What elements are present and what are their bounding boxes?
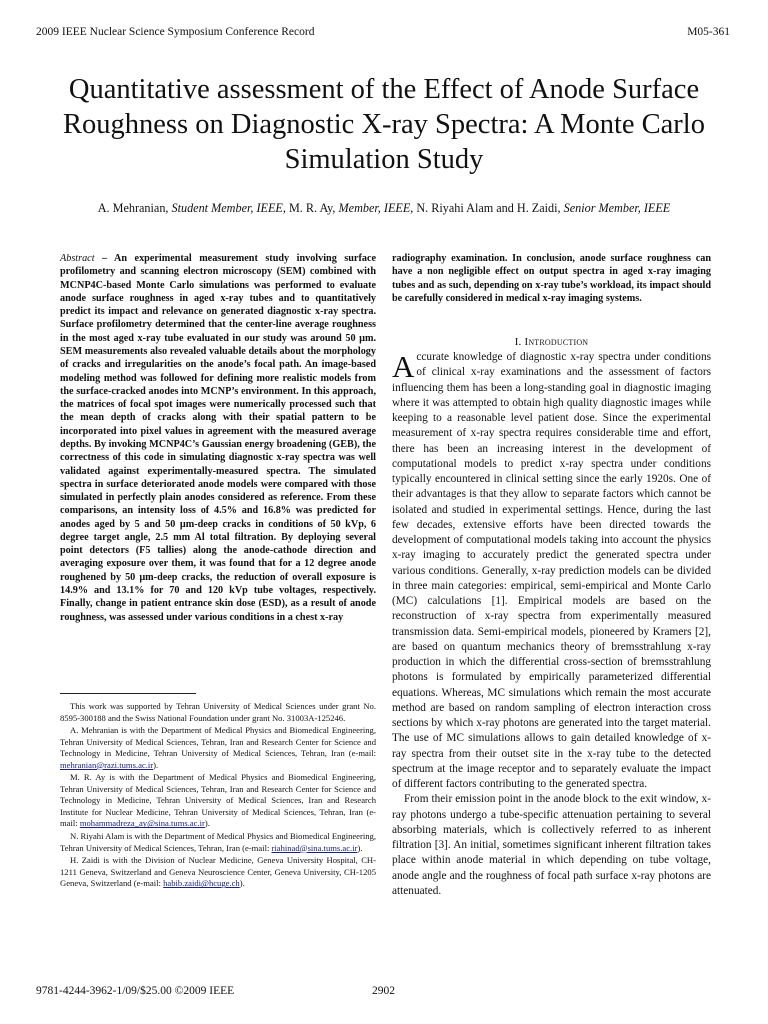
conference-name: 2009 IEEE Nuclear Science Symposium Conference Record (36, 26, 315, 38)
email-link[interactable]: mehranian@razi.tums.ac.ir (60, 759, 154, 770)
abstract-left (60, 252, 376, 624)
footnote-funding: This work was supported by Tehran University of Medical Sciences under grant No. 8595-300188 and the Swiss National Foundation under grant No. 31003A-125246. (60, 701, 376, 723)
footnote-author-3: N. Riyahi Alam is with the Department of Medical Physics and Biomedical Engineering, Tehran University of Medical Sciences, Tehran, Iran (e-mail: riahinad@sina.tums.ac.ir). (60, 831, 376, 853)
footnote-author-1: A. Mehranian is with the Department of Medical Physics and Biomedical Engineering, Tehran University of Medical Sciences, Tehran, Iran and Research Center for Science and Technology in Medicine, Tehran University of Medical Sciences, Tehran, Iran (e-mail: mehranian@razi.tums.ac.ir). (60, 725, 376, 770)
drop-cap: A (392, 349, 415, 384)
paper-title: Quantitative assessment of the Effect of Anode Surface Roughness on Diagnostic X-ray Spectra: A Monte Carlo Simulation Study (63, 74, 705, 175)
isbn-copyright: 9781-4244-3962-1/09/$25.00 ©2009 IEEE (36, 985, 235, 997)
section-heading: I. Introduction (514, 336, 589, 348)
footnotes (60, 701, 376, 891)
email-link[interactable]: riahinad@sina.tums.ac.ir (271, 842, 358, 853)
email-link[interactable]: habib.zaidi@hcuge.ch (163, 878, 240, 889)
introduction-body (392, 350, 711, 899)
author-4-role: Senior Member, IEEE (563, 201, 671, 215)
footnote-author-4: H. Zaidi is with the Division of Nuclear Medicine, Geneva University Hospital, CH-1211 Geneva, Switzerland and Geneva Neuroscience Center, Geneva University, CH-1205 Geneva, Switzerland (e-mail: habib.zaidi@hcuge.ch). (60, 855, 376, 889)
author-list (60, 200, 708, 217)
author-2-role: Member, IEEE (338, 201, 411, 215)
paper-id: M05-361 (687, 26, 730, 38)
abstract-right: radiography examination. In conclusion, anode surface roughness can have a non negligible effect on output spectra in aged x-ray imaging tubes and as such, depending on x-ray tube’s workload, its impact should be carefully considered in medical x-ray imaging systems. (392, 253, 711, 304)
footnote-author-2: M. R. Ay is with the Department of Medical Physics and Biomedical Engineering, Tehran University of Medical Sciences, Tehran, Iran and Research Center for Science and Technology in Medicine, Tehran University of Medical Sciences, Iran and Research Institute for Nuclear Medicine, Tehran University of Medical Sciences, Tehran, Iran (e-mail: mohammadreza_ay@sina.tums.ac.ir). (60, 772, 376, 829)
abstract-text: – An experimental measurement study involving surface profilometry and scanning electron microscopy (SEM) combined with MCNP4C-based Monte Carlo simulations was performed to evaluate anode surface roughness in aged x-ray tubes and to quantitatively predict its impact and relevance on generated diagnostic x-ray spectra. Surface profilometry determined that the center-line average roughness in the most aged x-ray tube evaluated in our study was around 50 µm. SEM measurements also revealed valuable details about the morphology of cracks and irregularities on the anode’s focal path. An image-based modeling method was followed for defining more realistic models from the surface-cracked anodes into MCNP’s environment. In this approach, the matrices of focal spot images were numerically processed such that the mean depth of cracks along with their spatial pattern to be incorporated into pixel values in agreement with the measured average depths. By invoking MCNP4C’s Gaussian energy broadening (GEB), the correctness of this code in simulating diagnostic x-ray spectra was well validated against experimentally-measured spectra. The simulated spectra in surface deteriorated anode models were compared with those simulated in perfectly plain anodes considered as reference. From these comparisons, an intensity loss of 4.5% and 16.8% was predicted for anodes aged by 5 and 50 µm-deep cracks in conditions of 50 kVp, 6 degree target angle, 2.5 mm Al total filtration. By deploying several point detectors (F5 tallies) along the anode-cathode direction and averaging exposure over them, it was found that for a 12 degree anode roughened by 50 µm-deep cracks, the reduction of overall exposure is 14.9% and 13.1% for 70 and 120 kVp tube voltages, respectively. Finally, change in patient entrance skin dose (ESD), as a result of anode roughness, was assessed under various conditions in a chest x-ray (60, 253, 376, 623)
author-3-4: , N. Riyahi Alam and H. Zaidi, (410, 201, 564, 215)
abstract-label: Abstract (60, 253, 95, 264)
running-header (36, 26, 730, 42)
author-1-role: Student Member, IEEE, (171, 201, 286, 215)
email-link[interactable]: mohammadreza_ay@sina.tums.ac.ir (79, 818, 205, 829)
author-2: M. R. Ay, (285, 201, 339, 215)
page-number: 2902 (372, 985, 395, 997)
intro-paragraph-1: Accurate knowledge of diagnostic x-ray spectra under conditions of clinical x-ray examinations and the assessment of factors influencing them has been a long-standing goal in diagnostic imaging where it was attempted to obtain high quality diagnostic images while keeping to a reasonable level patient dose. Since the experimental measurement of x-ray spectra requires considerable time and effort, there has been an increasing interest in the development of computational models to predict x-ray spectra under conditions typically encountered in clinical setting since the early 1920s. One of their advantages is that they allow to separate factors which cannot be isolated and studied in experimental settings. Hence, during the last few decades, extensive efforts have been directed towards the development of computational models taking into account the physics x-ray imaging to accurately predict the generated spectra under various conditions. Generally, x-ray prediction models can be divided in three main categories: empirical, semi-empirical and Monte Carlo (MC) calculations [1]. Empirical models are based on the reconstruction of x-ray spectra from experimentally measured transmission data. Semi-empirical models, pioneered by Kramers [2], are based on quantum mechanics theory of bremsstrahlung x-ray production in which the differential cross-section of bremsstrahlung photons is formulated by empirically parameterized differential equations. Whereas, MC simulations which remain the most accurate method are based on random sampling of electron interaction cross sections by which x-ray photons are generated into the target material. The use of MC simulations allows to gain detailed knowledge of x-ray spectra from their outset site in the x-ray tube to the detected spectrum at the image receptor and to separately evaluate the impact of different factors contributing to the generated spectra. (392, 349, 711, 790)
intro-paragraph-2: From their emission point in the anode block to the exit window, x-ray photons undergo a tube-specific attenuation pertaining to several absorbing materials, which is collectively referred to as inherent filtration [3]. An initial, sometimes significant inherent filtration takes place within anode material in which depending on tube voltage, anode angle and the roughness of focal path surface x-ray photons are attenuated. (392, 793, 711, 897)
footnote-divider (60, 693, 196, 694)
author-1: A. Mehranian, (97, 201, 172, 215)
